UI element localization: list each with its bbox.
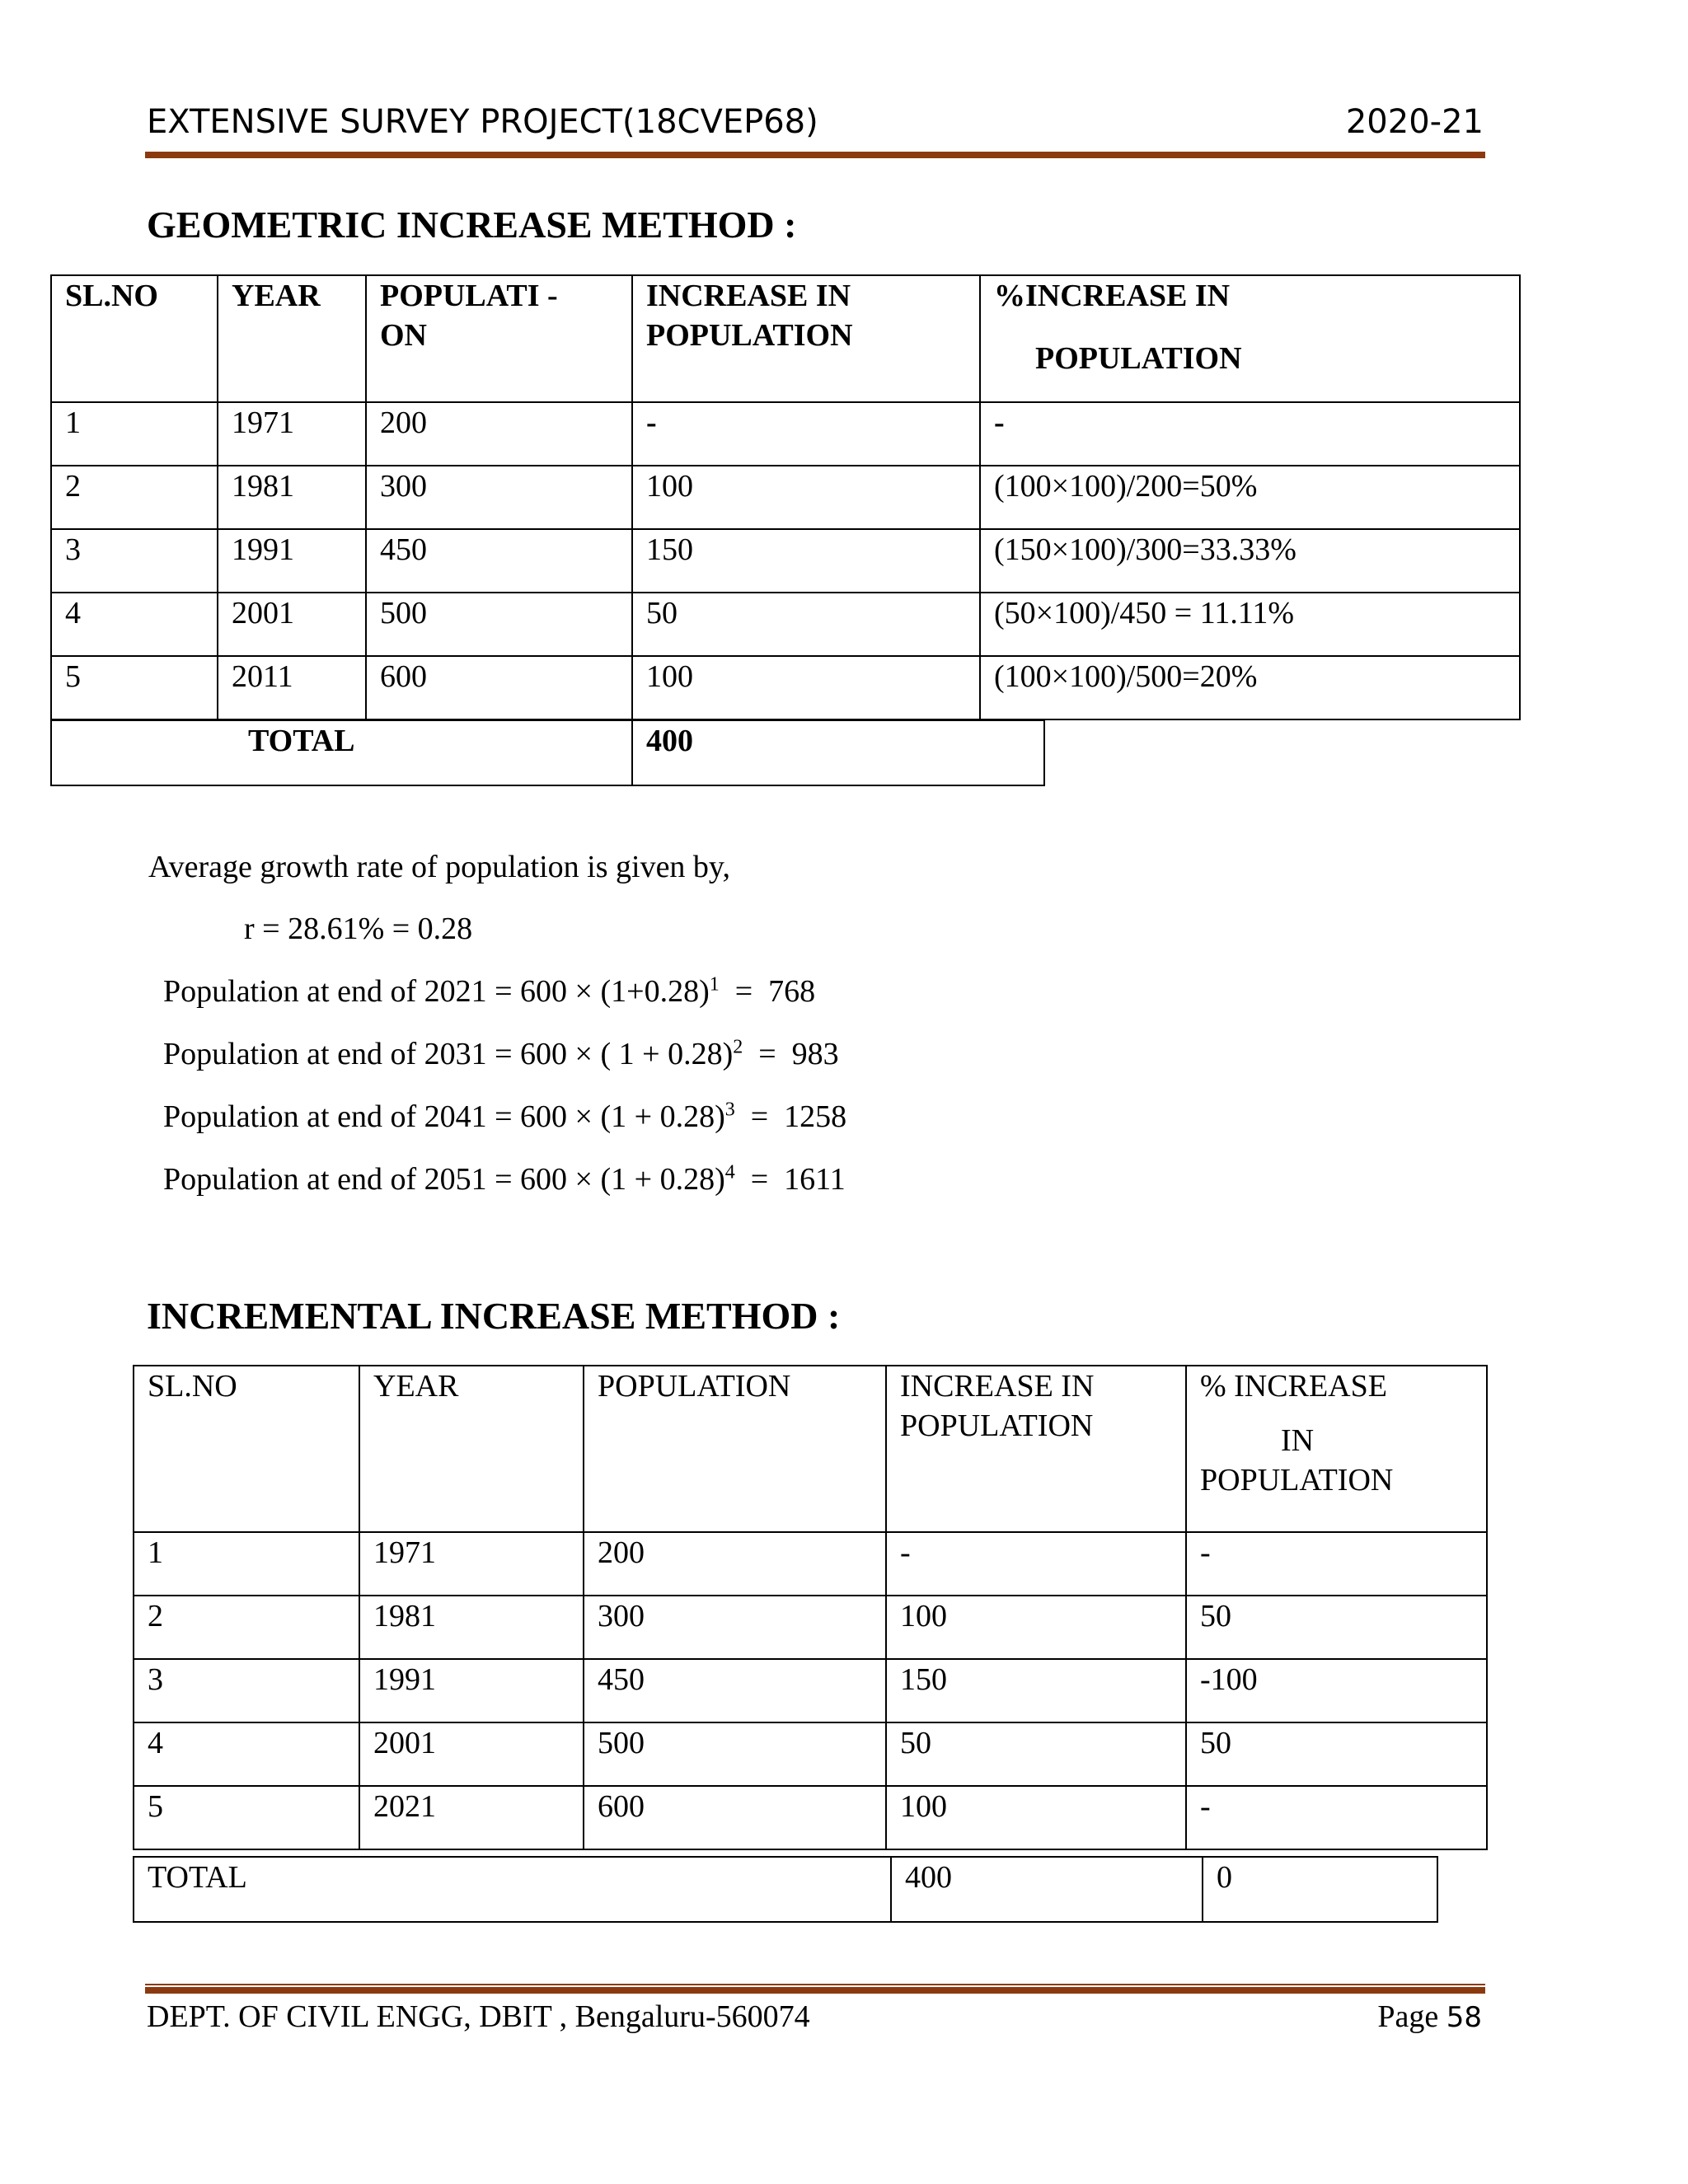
cell: (100×100)/500=20% [980, 656, 1520, 719]
table-row [134, 1786, 1487, 1849]
cell: - [1186, 1786, 1487, 1849]
cell: - [886, 1532, 1186, 1596]
cell: - [632, 402, 980, 466]
cell: 1 [51, 402, 218, 466]
footer-rule-thin [145, 1984, 1485, 1985]
total-pct: 0 [1203, 1857, 1437, 1922]
population-2051: Population at end of $2051 = 600 \times (1 + 0.28)^4 = 1611$ [163, 1161, 846, 1197]
col-pct-increase: %INCREASE IN POPULATION [980, 275, 1520, 402]
table-header-row [134, 1366, 1487, 1532]
cell: 50 [1186, 1596, 1487, 1659]
col-population: POPULATION [584, 1366, 886, 1532]
cell: 2011 [218, 656, 366, 719]
total-label: TOTAL [134, 1857, 891, 1922]
col-increase: INCREASE IN POPULATION [886, 1366, 1186, 1532]
cell: 100 [886, 1786, 1186, 1849]
table-row [134, 1722, 1487, 1786]
incremental-table [133, 1365, 1488, 1850]
cell: 3 [134, 1659, 359, 1722]
cell: 100 [632, 466, 980, 529]
cell: 5 [51, 656, 218, 719]
population-2021: Population at end of $2021 = 600 \times (1+0.28)^1 = 768$ [163, 973, 816, 1009]
cell: 2001 [218, 593, 366, 656]
table-row [134, 1596, 1487, 1659]
table-row [51, 466, 1520, 529]
cell: 500 [366, 593, 632, 656]
cell: 2021 [359, 1786, 584, 1849]
cell: (150×100)/300=33.33% [980, 529, 1520, 593]
page-number: 58 [1446, 2001, 1482, 2034]
cell: 100 [886, 1596, 1186, 1659]
header-rule [145, 152, 1485, 158]
cell: 1991 [218, 529, 366, 593]
table-row [134, 1532, 1487, 1596]
incremental-title: INCREMENTAL INCREASE METHOD : [147, 1295, 841, 1337]
col-year: YEAR [218, 275, 366, 402]
total-row [51, 720, 1044, 785]
cell: 3 [51, 529, 218, 593]
population-2031: Population at end of 2031 = 600 × ( 1 + 0.28)$^2$ = 983 [163, 1036, 839, 1071]
cell: 450 [366, 529, 632, 593]
col-increase: INCREASE IN POPULATION [632, 275, 980, 402]
table-header-row [51, 275, 1520, 402]
cell: 4 [51, 593, 218, 656]
cell: 300 [584, 1596, 886, 1659]
cell: - [1186, 1532, 1487, 1596]
growth-intro: Average growth rate of population is given by, [148, 850, 730, 884]
cell: 150 [632, 529, 980, 593]
cell: 50 [886, 1722, 1186, 1786]
incremental-total-table [133, 1856, 1438, 1923]
cell: 50 [1186, 1722, 1487, 1786]
header-title: EXTENSIVE SURVEY PROJECT(18CVEP68) [147, 103, 818, 141]
geometric-total-table [50, 719, 1045, 786]
growth-rate: r = 28.61% = 0.28 [244, 912, 473, 946]
col-population: POPULATI - ON [366, 275, 632, 402]
cell: 1971 [359, 1532, 584, 1596]
cell: 5 [134, 1786, 359, 1849]
cell: 100 [632, 656, 980, 719]
cell: 2 [51, 466, 218, 529]
total-value: 400 [632, 720, 1044, 785]
cell: 1981 [218, 466, 366, 529]
cell: 150 [886, 1659, 1186, 1722]
cell: 50 [632, 593, 980, 656]
total-value: 400 [891, 1857, 1203, 1922]
cell: 200 [584, 1532, 886, 1596]
total-label: TOTAL [51, 720, 632, 785]
cell: 1981 [359, 1596, 584, 1659]
col-slno: SL.NO [51, 275, 218, 402]
footer-dept: DEPT. OF CIVIL ENGG, DBIT , Bengaluru-560074 [147, 1999, 810, 2034]
geometric-title: GEOMETRIC INCREASE METHOD : [147, 204, 797, 246]
cell: 4 [134, 1722, 359, 1786]
header-year: 2020-21 [1345, 103, 1484, 141]
table-row [51, 529, 1520, 593]
col-pct-increase: % INCREASE IN POPULATION [1186, 1366, 1487, 1532]
cell: 1991 [359, 1659, 584, 1722]
cell: 2 [134, 1596, 359, 1659]
cell: 300 [366, 466, 632, 529]
cell: -100 [1186, 1659, 1487, 1722]
geometric-table [50, 274, 1521, 720]
col-year: YEAR [359, 1366, 584, 1532]
cell: (50×100)/450 = 11.11% [980, 593, 1520, 656]
table-row [134, 1659, 1487, 1722]
cell: 600 [584, 1786, 886, 1849]
cell: 1971 [218, 402, 366, 466]
table-row [51, 593, 1520, 656]
col-slno: SL.NO [134, 1366, 359, 1532]
footer-rule-thick [145, 1987, 1485, 1994]
cell: 500 [584, 1722, 886, 1786]
cell: - [980, 402, 1520, 466]
cell: 200 [366, 402, 632, 466]
cell: 450 [584, 1659, 886, 1722]
cell: (100×100)/200=50% [980, 466, 1520, 529]
cell: 2001 [359, 1722, 584, 1786]
cell: 600 [366, 656, 632, 719]
cell: 1 [134, 1532, 359, 1596]
total-row [134, 1857, 1437, 1922]
table-row [51, 402, 1520, 466]
table-row [51, 656, 1520, 719]
footer-page: Page 58 [1377, 1999, 1482, 2034]
population-2041: Population at end of $2041 = 600 \times (1 + 0.28)^3 = 1258$ [163, 1099, 847, 1134]
